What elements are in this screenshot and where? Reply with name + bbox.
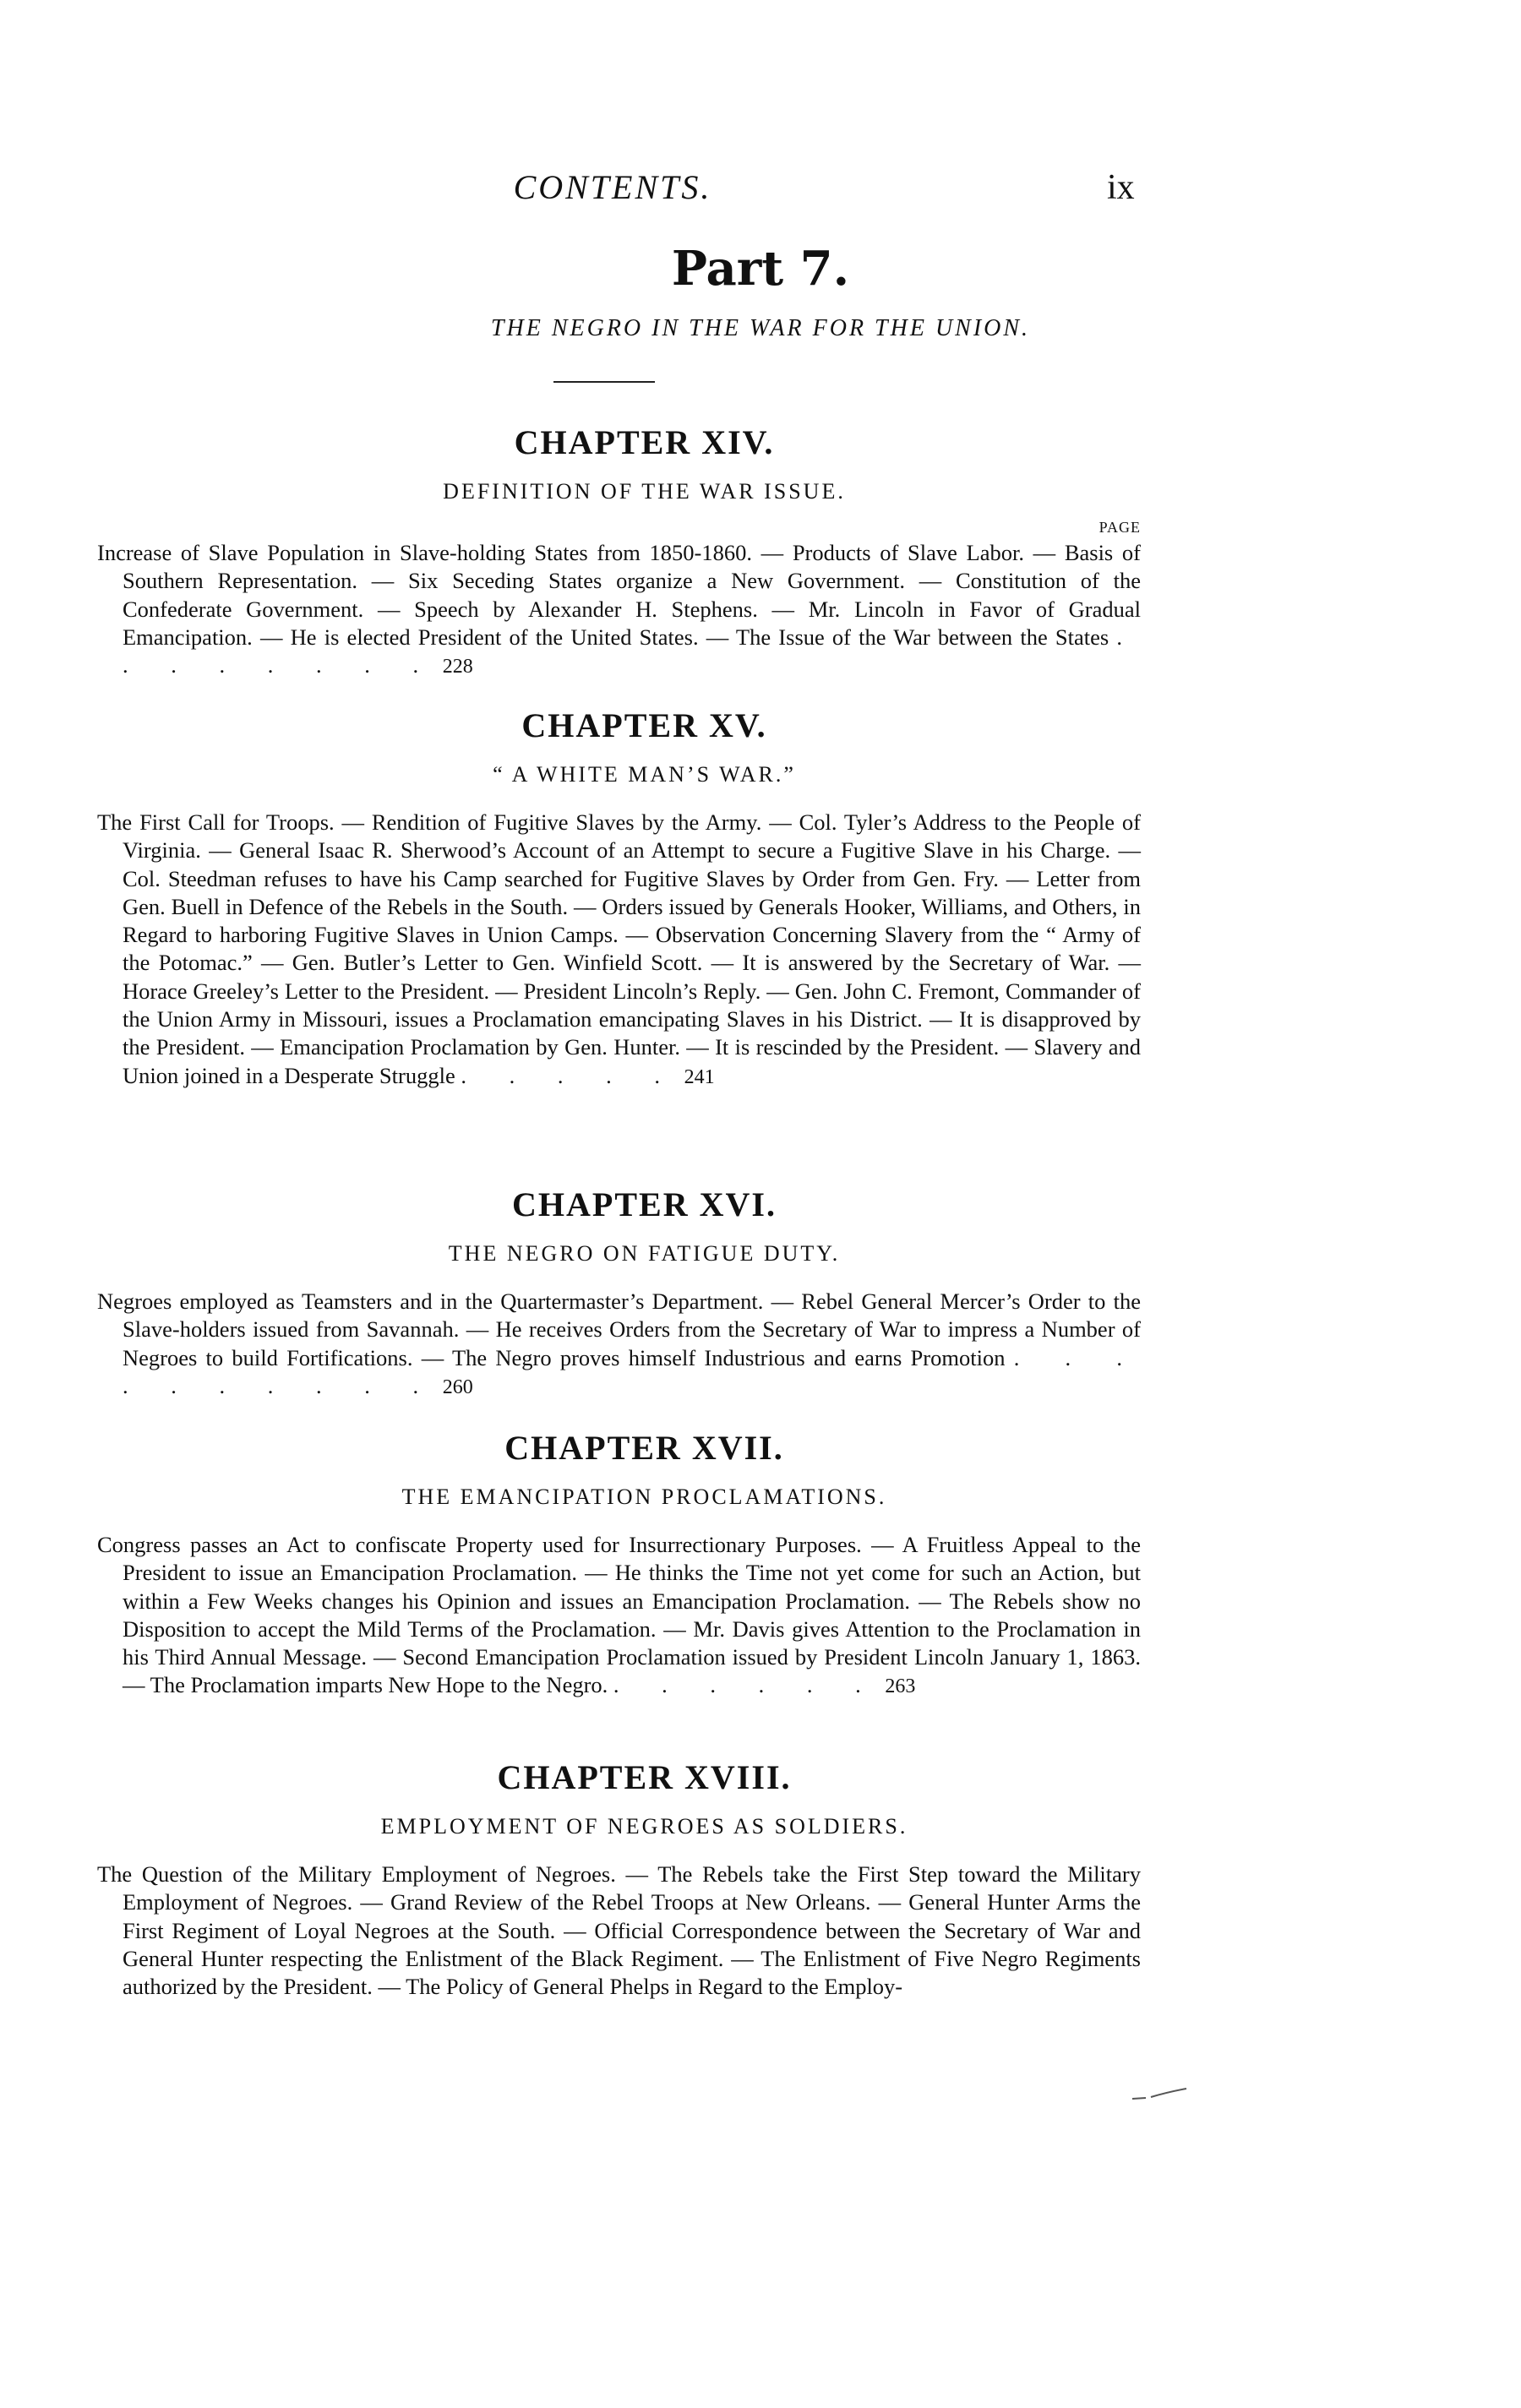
chapter-summary: [97, 1531, 1141, 1702]
dot-leader: . . . . . .: [613, 1672, 880, 1698]
chapter-xvii: [97, 1428, 1141, 1702]
summary-text: Negroes employed as Teamsters and in the Quartermaster’s Department. — Rebel General Mercer’s Order to the Slave-holders issued from Savannah. — He receives Orders from the Secretary of War to impress a Number of Negroes to build Fortifications. — The Negro proves himself Industrious and earns Promotion: [97, 1288, 1141, 1370]
summary-text: Increase of Slave Population in Slave-holding States from 1850-1860. — Products of Slave Labor. — Basis of Southern Representation. — Six Seceding States organize a New Government. — Constitution of the Confederate Government. — Speech by Alexander H. Stephens. — Mr. Lincoln in Favor of Gradual Emancipation. — He is elected President of the United States. — The Issue of the War between the States: [97, 540, 1141, 650]
entry-page-number: 228: [442, 656, 473, 678]
dot-leader: . . . . . . . . . .: [123, 1344, 1142, 1398]
chapter-xv: [97, 706, 1141, 1092]
page-number: ix: [1107, 168, 1135, 207]
chapter-subheading: THE NEGRO ON FATIGUE DUTY.: [448, 1241, 841, 1266]
chapter-heading: CHAPTER XIV.: [514, 423, 775, 461]
part-title: Part 7.: [671, 241, 850, 297]
pencil-mark: [1131, 2087, 1190, 2102]
chapter-xvi: [97, 1185, 1141, 1402]
entry-page-number: 263: [885, 1675, 916, 1698]
divider-rule: [553, 381, 655, 383]
chapter-heading: CHAPTER XVII.: [504, 1429, 784, 1467]
chapter-heading: CHAPTER XV.: [521, 706, 767, 744]
chapter-xiv: [97, 422, 1141, 681]
part-subtitle: THE NEGRO IN THE WAR FOR THE UNION.: [490, 315, 1031, 341]
chapter-subheading: EMPLOYMENT OF NEGROES AS SOLDIERS.: [380, 1814, 908, 1839]
summary-text: The First Call for Troops. — Rendition of Fugitive Slaves by the Army. — Col. Tyler’s Address to the People of Virginia. — General Isaac R. Sherwood’s Account of an Attempt to secure a Fugitive Slave in his Charge. — Col. Steedman refuses to have his Camp searched for Fugitive Slaves by Order from Gen. Fry. — Letter from Gen. Buell in Defence of the Rebels in the South. — Orders issued by Generals Hooker, Williams, and Others, in Regard to harboring Fugitive Slaves in Union Camps. — Observation Concerning Slavery from the “ Army of the Potomac.” — Gen. Butler’s Letter to Gen. Winfield Scott. — It is answered by the Secretary of War. — Horace Greeley’s Letter to the President. — President Lincoln’s Reply. — Gen. John C. Fremont, Commander of the Union Army in Missouri, issues a Proclamation emancipating Slaves in his District. — It is disapproved by the President. — Emancipation Proclamation by Gen. Hunter. — It is rescinded by the President. — Slavery and Union joined in a Desperate Struggle: [97, 809, 1141, 1088]
dot-leader: . . . . .: [461, 1062, 679, 1088]
page-column-label: PAGE: [1098, 519, 1141, 536]
dot-leader: . . . . . . . .: [123, 624, 1141, 678]
chapter-summary: [97, 1288, 1141, 1402]
chapter-subheading: “ A WHITE MAN’S WAR.”: [493, 762, 796, 787]
running-title: CONTENTS.: [513, 168, 712, 206]
chapter-subheading: THE EMANCIPATION PROCLAMATIONS.: [401, 1485, 887, 1509]
running-head: [0, 167, 1521, 218]
chapter-subheading: DEFINITION OF THE WAR ISSUE.: [443, 479, 846, 504]
summary-text: Congress passes an Act to confiscate Property used for Insurrectionary Purposes. — A Fruitless Appeal to the President to issue an Emancipation Proclamation. — He thinks the Time not yet come for such an Action, but within a Few Weeks changes his Opinion and issues an Emancipation Proclamation. — The Rebels show no Disposition to accept the Mild Terms of the Proclamation. — Mr. Davis gives Attention to the Proclamation in his Third Annual Message. — Second Emancipation Proclamation issued by President Lincoln January 1, 1863. — The Proclamation imparts New Hope to the Negro.: [97, 1532, 1141, 1698]
chapter-heading: CHAPTER XVI.: [512, 1185, 777, 1223]
entry-page-number: 260: [442, 1376, 473, 1398]
chapter-summary: [97, 539, 1141, 681]
entry-page-number: 241: [684, 1065, 715, 1088]
summary-text: The Question of the Military Employment of Negroes. — The Rebels take the First Step toward the Military Employment of Negroes. — Grand Review of the Rebel Troops at New Orleans. — General Hunter Arms the First Regiment of Loyal Negroes at the South. — Official Correspondence between the Secretary of War and General Hunter respecting the Enlistment of the Black Regiment. — The Enlistment of Five Negro Regiments authorized by the President. — The Policy of General Phelps in Regard to the Employ-: [97, 1861, 1141, 2000]
chapter-summary: [97, 1860, 1141, 2001]
chapter-xviii: [97, 1757, 1141, 2001]
chapter-heading: CHAPTER XVIII.: [497, 1758, 792, 1796]
chapter-summary: [97, 809, 1141, 1092]
